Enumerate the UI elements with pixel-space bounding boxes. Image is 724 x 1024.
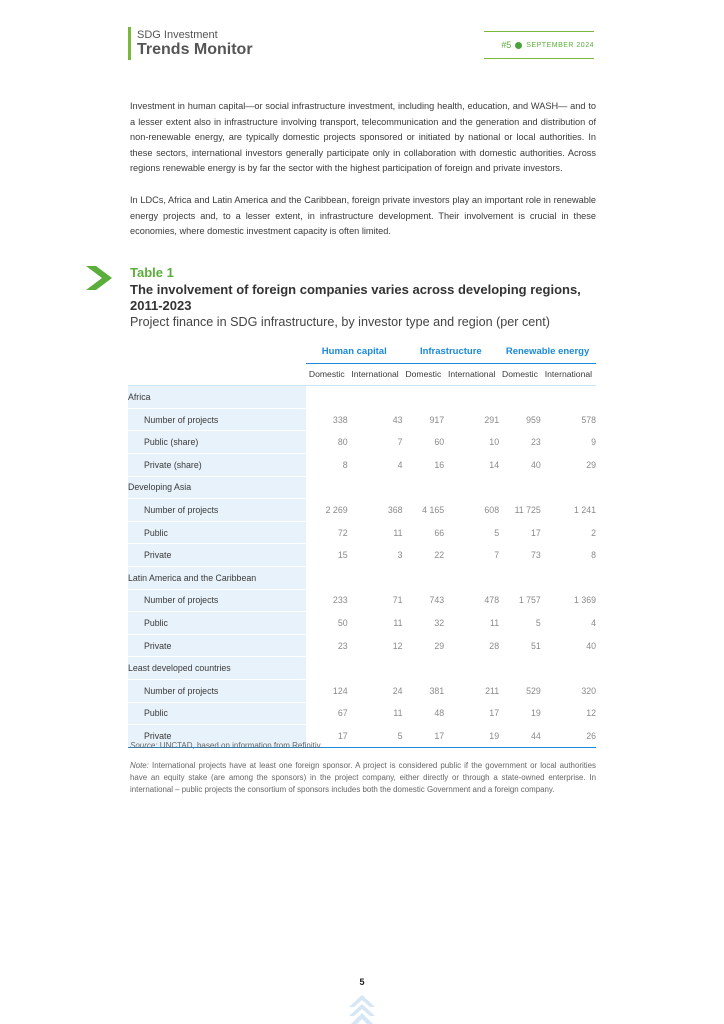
table-cell: 291: [484, 414, 500, 425]
brand-title-line2: Trends Monitor: [137, 41, 253, 58]
table-cell: 22: [434, 550, 445, 561]
table-cell: 72: [337, 527, 348, 538]
table-cell: 28: [489, 640, 500, 651]
table-cell: 124: [332, 685, 348, 696]
table-cell: 80: [337, 437, 348, 448]
table-cell: 23: [337, 640, 348, 651]
subheader-cell: International: [444, 363, 499, 386]
table-cell: 1 241: [573, 504, 596, 515]
issue-date: SEPTEMBER 2024: [526, 41, 594, 49]
table-cell: 4: [591, 617, 596, 628]
region-row: [128, 657, 596, 680]
row-label: Public: [128, 612, 306, 635]
table-cell: 233: [332, 595, 348, 606]
region-label: Least developed countries: [128, 657, 306, 680]
table-cell: 7: [494, 550, 500, 561]
table-cell: 11: [393, 617, 403, 628]
source-text: UNCTAD, based on information from Refinitiv.: [157, 741, 323, 750]
table-row: [128, 612, 596, 635]
table-cell: 529: [526, 685, 541, 696]
brand-title-line1: SDG Investment: [137, 29, 218, 41]
table-cell: 19: [444, 725, 499, 748]
region-row: [128, 386, 596, 409]
body-paragraph-1: Investment in human capital—or social infrastructure investment, including health, education, and WASH— and to a lesser extent also in infrastructure involving transport, telecommunication and the generation and distribution of non-renewable energy, are typically domestic projects sponsored or initiated by national or local authorities. In these sectors, international investors generally participate only in collaboration with domestic authorities. Across regions renewable energy is by far the sector with the highest participation of foreign and private investors.: [130, 101, 596, 173]
table-row: [128, 679, 596, 702]
region-label: Africa: [128, 386, 306, 409]
table-cell: 12: [392, 640, 403, 651]
table-cell: 211: [485, 685, 500, 696]
row-label: Number of projects: [128, 408, 306, 431]
table-cell: 381: [429, 685, 445, 696]
row-label: Public (share): [128, 431, 306, 454]
table-cell: 338: [332, 414, 348, 425]
table-cell: 23: [531, 437, 541, 448]
table-cell: 7: [397, 437, 403, 448]
table-cell: 73: [531, 550, 541, 561]
header-blank-cell: [128, 341, 306, 363]
table-cell: 8: [342, 459, 348, 470]
table-cell: 66: [434, 527, 445, 538]
row-label: Public: [128, 702, 306, 725]
table-cell: 3: [397, 550, 403, 561]
row-label: Private: [128, 634, 306, 657]
table-note: [130, 760, 596, 795]
source-label: Source:: [130, 741, 158, 750]
table-cell: 17: [306, 725, 348, 748]
empty-cell: [306, 566, 596, 589]
issue-badge: [484, 31, 594, 59]
note-label: Note:: [130, 761, 149, 770]
brand-accent-bar: [128, 27, 131, 60]
table-cell: 2 269: [325, 504, 348, 515]
issue-number: #5: [501, 40, 512, 50]
table-cell: 11 725: [514, 504, 541, 515]
row-label: Private: [128, 544, 306, 567]
table-cell: 24: [392, 685, 403, 696]
table-cell: 48: [434, 708, 445, 719]
empty-cell: [306, 386, 596, 409]
source-note: [130, 741, 322, 750]
table-cell: 17: [531, 527, 541, 538]
table-cell: 4: [397, 459, 403, 470]
table-cell: 17: [403, 725, 445, 748]
table-cell: 368: [387, 504, 403, 515]
row-label: Private: [128, 725, 306, 748]
table-cell: 320: [581, 685, 596, 696]
table-cell: 19: [531, 708, 541, 719]
table-cell: 16: [434, 459, 445, 470]
table-cell: 5: [348, 725, 403, 748]
table-row: [128, 589, 596, 612]
region-label: Developing Asia: [128, 476, 306, 499]
table-cell: 26: [541, 725, 596, 748]
row-label: Public: [128, 521, 306, 544]
subheader-cell: Domestic: [306, 363, 348, 386]
chevron-right-icon: [86, 266, 112, 290]
table-cell: 9: [591, 437, 596, 448]
table-cell: 17: [489, 708, 500, 719]
table-label: Table 1: [130, 265, 174, 280]
data-table: [128, 341, 596, 748]
note-text: International projects have at least one foreign sponsor. A project is considered public if the government or local authorities have an equity stake (are among the sponsors) in the project company, either directly or through a state-owned enterprise. In international – public projects the consortium of sponsors includes both the domestic Government and a foreign company.: [130, 761, 596, 794]
group-header-human-capital: Human capital: [306, 341, 403, 363]
table-cell: 44: [499, 725, 541, 748]
empty-cell: [306, 657, 596, 680]
row-label: Number of projects: [128, 589, 306, 612]
table-cell: 60: [434, 437, 445, 448]
table-cell: 14: [489, 459, 500, 470]
empty-cell: [306, 476, 596, 499]
table-row: [128, 408, 596, 431]
table-cell: 743: [429, 595, 445, 606]
table-cell: 5: [494, 527, 500, 538]
table-row: [128, 634, 596, 657]
table-cell: 71: [392, 595, 403, 606]
table-row: [128, 521, 596, 544]
subheader-cell: Domestic: [499, 363, 541, 386]
table-row: [128, 453, 596, 476]
region-label: Latin America and the Caribbean: [128, 566, 306, 589]
table-cell: 29: [586, 459, 596, 470]
group-header-renewable-energy: Renewable energy: [499, 341, 596, 363]
table-cell: 43: [392, 414, 403, 425]
table-title: The involvement of foreign companies varies across developing regions, 2011-2023: [130, 282, 581, 313]
table-cell: 32: [434, 617, 445, 628]
dot-icon: [515, 42, 522, 49]
table-row: [128, 702, 596, 725]
table-cell: 1 757: [518, 595, 541, 606]
table-cell: 11: [393, 527, 403, 538]
table-cell: 4 165: [422, 504, 445, 515]
table-cell: 50: [337, 617, 348, 628]
table-cell: 8: [591, 550, 596, 561]
table-cell: 10: [489, 437, 500, 448]
scroll-to-top-icon[interactable]: [349, 995, 375, 1024]
table-cell: 11: [489, 617, 500, 628]
table-cell: 959: [526, 414, 541, 425]
table-cell: 51: [531, 640, 541, 651]
row-label: Private (share): [128, 453, 306, 476]
group-header-row: [128, 341, 596, 363]
table-cell: 5: [535, 617, 541, 628]
table-subtitle: Project finance in SDG infrastructure, by investor type and region (per cent): [130, 315, 550, 329]
table-cell: 917: [429, 414, 445, 425]
subheader-row: [128, 363, 596, 386]
subheader-cell: International: [348, 363, 403, 386]
subheader-cell: Domestic: [403, 363, 445, 386]
table-row: [128, 431, 596, 454]
region-row: [128, 476, 596, 499]
table-cell: 608: [484, 504, 500, 515]
table-cell: 15: [337, 550, 348, 561]
table-cell: 40: [531, 459, 541, 470]
table-cell: 29: [434, 640, 445, 651]
group-header-infrastructure: Infrastructure: [403, 341, 500, 363]
subheader-cell: International: [541, 363, 596, 386]
table-cell: 1 369: [573, 595, 596, 606]
table-cell: 2: [591, 527, 596, 538]
table-row: [128, 544, 596, 567]
body-paragraph-2: In LDCs, Africa and Latin America and the Caribbean, foreign private investors play an important role in renewable energy projects and, to a lesser extent, in infrastructure development. Their involvement is crucial in these economies, where domestic investment capacity is often limited.: [130, 195, 596, 236]
table-cell: 12: [586, 708, 596, 719]
region-row: [128, 566, 596, 589]
table-cell: 67: [337, 708, 348, 719]
table-cell: 578: [581, 414, 596, 425]
subheader-blank-cell: [128, 363, 306, 386]
page-number: 5: [359, 977, 365, 987]
table-cell: 478: [484, 595, 500, 606]
table-cell: 11: [393, 708, 403, 719]
table-row: [128, 499, 596, 522]
row-label: Number of projects: [128, 499, 306, 522]
table-cell: 40: [586, 640, 596, 651]
row-label: Number of projects: [128, 679, 306, 702]
